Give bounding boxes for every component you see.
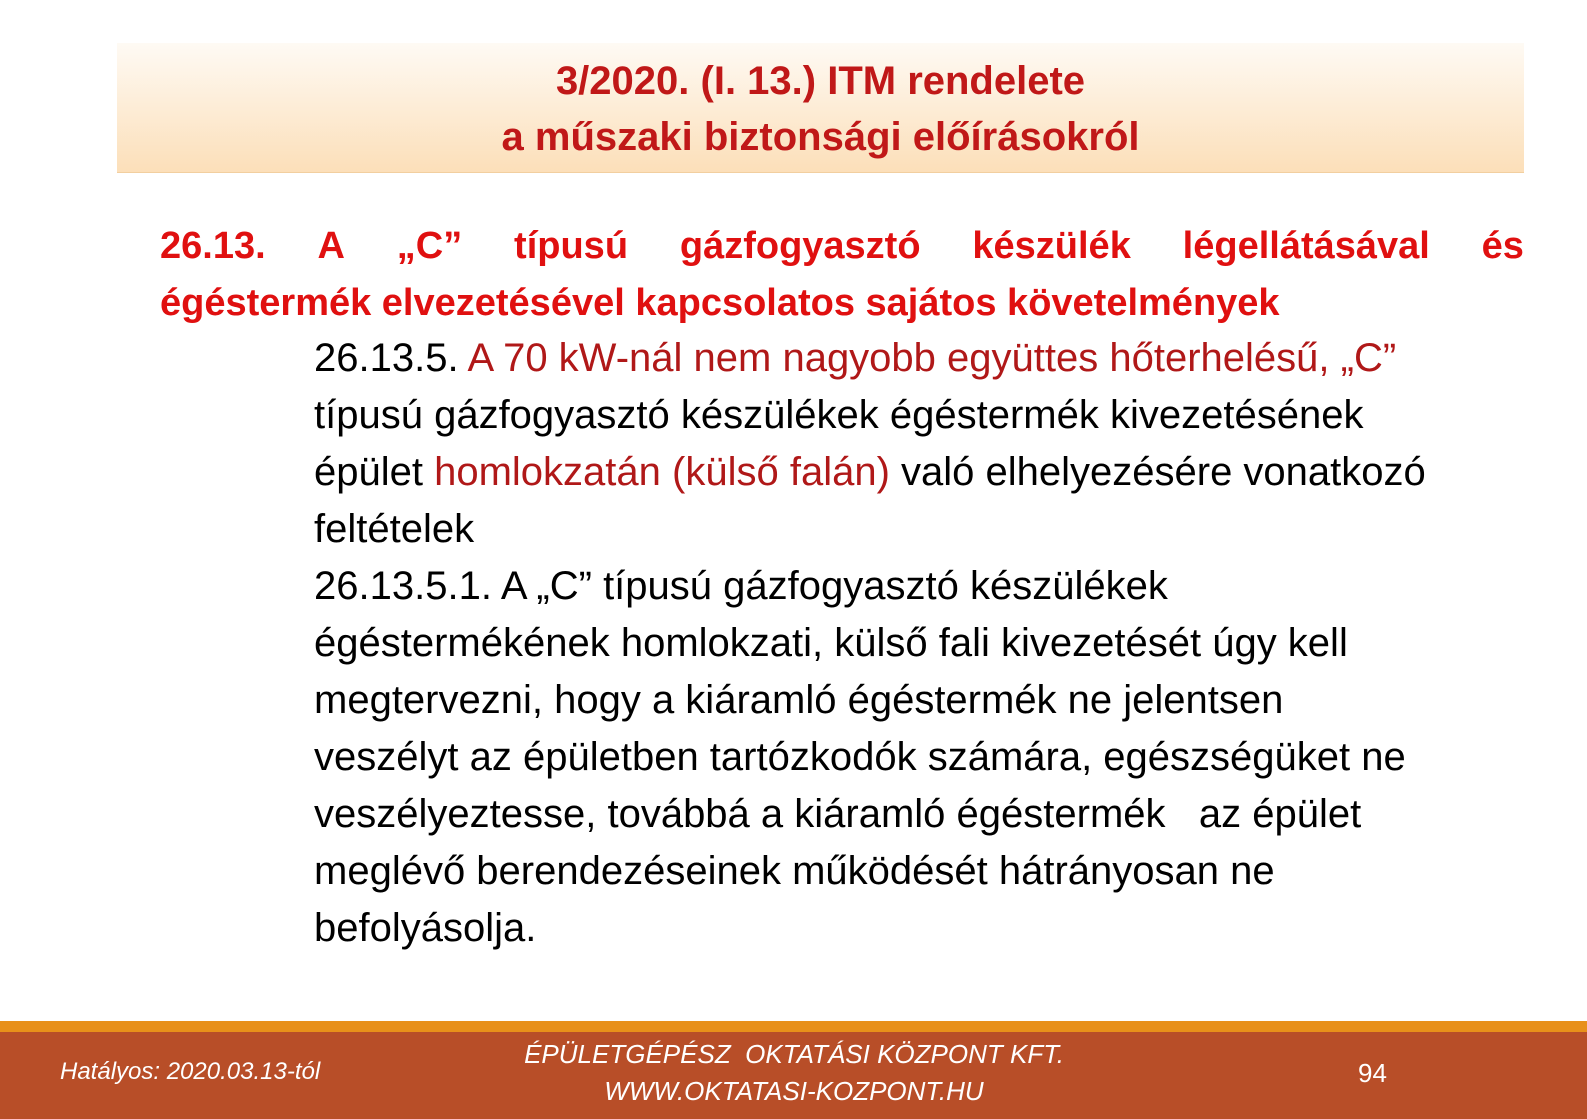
paragraph-1-line4: feltételek (314, 507, 475, 551)
paragraph-1-line3 (314, 444, 1529, 501)
section-heading (160, 218, 1524, 332)
heading-word: 26.13. (160, 225, 266, 267)
heading-word: készülék (972, 225, 1131, 267)
paragraph-2-line: veszélyt az épületben tartózkodók számára, egészségüket ne (314, 735, 1406, 779)
paragraph-1-highlight: A 70 kW-nál nem nagyobb együttes hőterhelésű, „C” (467, 336, 1397, 380)
body-text (314, 330, 1529, 957)
heading-word: „C” (396, 225, 463, 267)
paragraph-1-line1 (314, 330, 1529, 387)
heading-word: típusú (514, 225, 629, 267)
heading-word: és (1481, 225, 1524, 267)
paragraph-2-line: meglévő berendezéseinek működését hátrányosan ne (314, 849, 1275, 893)
footer-company-name: ÉPÜLETGÉPÉSZ OKTATÁSI KÖZPONT KFT. (524, 1039, 1064, 1069)
slide-title-line1: 3/2020. (I. 13.) ITM rendelete (555, 59, 1086, 103)
paragraph-1-number: 26.13.5. (314, 336, 468, 380)
paragraph-1-line3-highlight: homlokzatán (külső falán) (434, 450, 890, 494)
heading-word: A (317, 225, 345, 267)
paragraph-1-line3-post: való elhelyezésére vonatkozó (889, 450, 1426, 494)
paragraph-2-line: befolyásolja. (314, 906, 537, 950)
paragraph-2-line: égéstermékének homlokzati, külső fali kivezetését úgy kell (314, 621, 1348, 665)
paragraph-1-line2: típusú gázfogyasztó készülékek égéstermék kivezetésének (314, 393, 1364, 437)
footer (0, 1032, 1587, 1119)
footer-stripe (0, 1021, 1587, 1032)
section-heading-line2: égéstermék elvezetésével kapcsolatos sajátos követelmények (160, 282, 1280, 324)
paragraph-2-line: megtervezni, hogy a kiáramló égéstermék ne jelentsen (314, 678, 1284, 722)
paragraph-2-line: 26.13.5.1. A „C” típusú gázfogyasztó készülékek (314, 564, 1168, 608)
slide-title-box (117, 43, 1524, 173)
slide-title-line2: a műszaki biztonsági előírásokról (501, 115, 1140, 159)
section-heading-line1 (160, 218, 1524, 275)
footer-company-info (484, 1036, 1104, 1110)
paragraph-1-line3-pre: épület (314, 450, 435, 494)
heading-word: gázfogyasztó (679, 225, 921, 267)
paragraph-2-line: veszélyeztesse, továbbá a kiáramló égéstermék az épület (314, 792, 1362, 836)
footer-website: WWW.OKTATASI-KOZPONT.HU (604, 1076, 984, 1106)
heading-word: légellátásával (1182, 225, 1430, 267)
page-number: 94 (1358, 1058, 1387, 1088)
footer-effective-date: Hatályos: 2020.03.13-tól (60, 1058, 321, 1085)
